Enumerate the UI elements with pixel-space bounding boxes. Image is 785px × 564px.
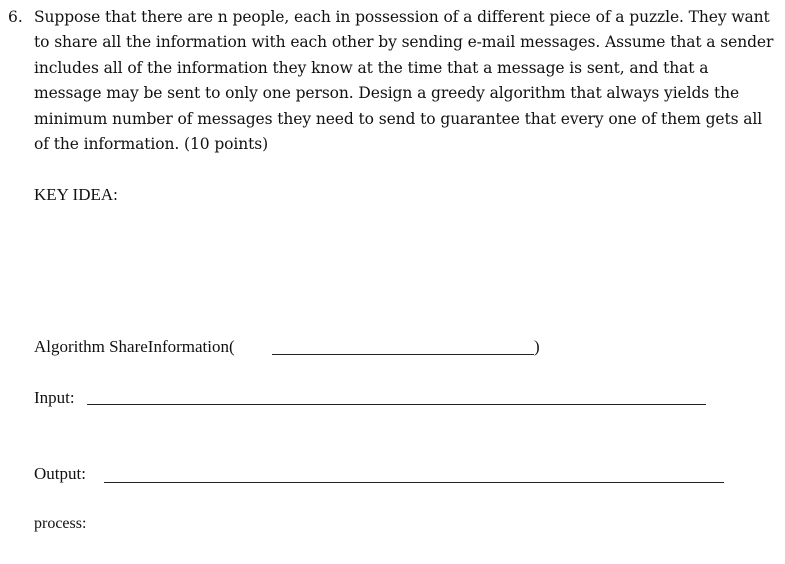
process-label: process: bbox=[34, 515, 87, 532]
output-blank[interactable] bbox=[104, 482, 724, 483]
key-idea-label: KEY IDEA: bbox=[34, 185, 118, 204]
question-6 bbox=[8, 5, 778, 157]
input-blank[interactable] bbox=[87, 404, 706, 405]
algorithm-prefix: Algorithm ShareInformation( bbox=[34, 337, 235, 356]
algorithm-suffix: ) bbox=[534, 337, 540, 356]
question-text: Suppose that there are n people, each in possession of a different piece of a puzzle. They want to share all the information with each other by sending e-mail messages. Assume that a sender includes all of the information they know at the time that a message is sent, and that a message may be sent to only one person. Design a greedy algorithm that always yields the minimum number of messages they need to send to guarantee that every one of them gets all of the information. (10 points) bbox=[34, 8, 774, 154]
question-number: 6. bbox=[8, 8, 23, 26]
algorithm-parameter-blank[interactable] bbox=[272, 354, 534, 355]
input-label: Input: bbox=[34, 388, 75, 407]
output-label: Output: bbox=[34, 464, 86, 483]
